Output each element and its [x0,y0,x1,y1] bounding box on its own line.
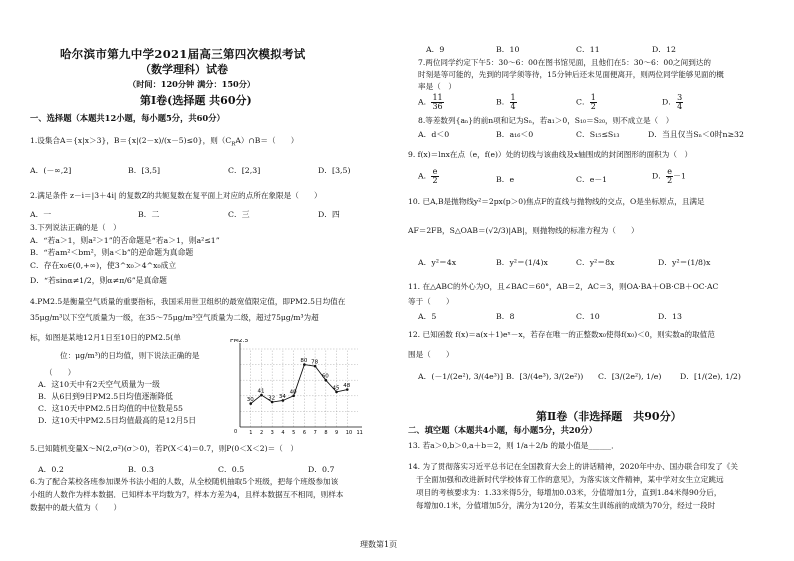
q1-option-a[interactable]: A．(－∞,2] [30,166,72,175]
q2-option-a[interactable]: A．一 [30,210,52,219]
q4-line5: （ ） [45,368,76,377]
chart-x-tick-label: 5 [292,430,296,436]
chart-data-label: 80 [300,358,308,365]
q10-option-b[interactable]: B．y²＝(1/4)x [496,258,548,267]
chart-data-label: 60 [321,373,329,380]
q9-option-a[interactable]: A． $\frac{e}{2}$ [418,167,438,185]
q10-line1: 10. 已A,B是抛物线y²＝2px(p＞0)焦点F的直线与抛物线的交点，O是坐标原点，且满足 [408,197,705,206]
q2-stem: 2.满足条件 z－i＝|3＋4i| 的复数Z的共轭复数在复平面上对应的点所在象限是（ ） [30,191,322,200]
q1-option-b[interactable]: B．[3,5] [128,166,161,175]
q10-line2: AF＝2FB，S△OAB＝(√2/3)|AB|，则抛物线的标准方程为（ ） [408,226,639,235]
q12-line2: 围是（ ） [408,350,454,359]
q9-stem: 9. f(x)＝lnx在点（e，f(e)）处的切线与该曲线及x轴围成的封闭图形的面积为（ ） [408,150,693,159]
q5-option-d[interactable]: D．0.7 [308,465,335,474]
q6-option-d[interactable]: D．12 [652,45,676,54]
q6-option-a[interactable]: A．9 [426,45,445,54]
q11-line1: 11. 在△ABC的外心为O，且∠BAC＝60°，AB＝2，AC＝3，则OA·BA＋OB·CB＋OC·AC [408,282,719,291]
q9-option-b[interactable]: B．e [496,175,515,184]
q3-option-c[interactable]: C．存在x₀∈(0,+∞)，使3^x₀＞4^x₀成立 [30,261,177,270]
q6-option-c[interactable]: C．11 [576,45,600,54]
chart-x-tick-label: 9 [335,430,339,436]
q3-option-d[interactable]: D．“若sinα≠1/2，则α≠π/6”是真命题 [30,276,167,285]
q6-line2: 小组的人数作为样本数据．已知样本平均数为7，样本方差为4，且样本数据互不相同，则样本 [30,490,344,499]
chart-x-tick-label: 11 [356,430,363,436]
q14-line2: 于全面加强和改进新时代学校体育工作的意见》，为落实该文件精神，某中学对女生立定跳远 [416,475,724,484]
chart-x-tick-label: 4 [281,430,285,436]
chart-data-label: 48 [343,383,351,390]
chart-x-tick-label: 7 [313,430,317,436]
exam-title: 哈尔滨市第九中学2021届高三第四次模拟考试 [60,47,306,61]
q5-stem: 5.已知随机变量X～N(2,σ²)(σ＞0)，若P(X＜4)＝0.7，则P(0＜X＜2)＝（ ） [30,444,298,453]
chart-data-label: 45 [332,385,340,392]
q9-option-d[interactable]: D． $\frac{e}{2}$ －1 [652,167,686,185]
chart-y-axis-label: PM2.5 [230,339,249,344]
chart-data-label: 41 [257,388,265,395]
q4-line1: 4.PM2.5是衡量空气质量的重要指标，我国采用世卫组织的最宽值限定值，即PM2.5日均值在 [30,297,346,306]
q10-option-d[interactable]: D．y²＝(1/8)x [658,258,711,267]
exam-subtitle: （数学理科）试卷 [140,63,228,76]
q1-stem: 1.设集合A＝{x|x＞3}，B＝{x|(2－x)/(x－5)≤0}，则$(C_RA)\cap B=$（ ） [30,136,299,148]
q11-option-a[interactable]: A．5 [418,312,437,321]
chart-x-tick-label: 10 [345,430,353,436]
part1-heading: 第Ⅰ卷(选择题 共60分) [140,94,252,107]
pm25-line-chart [228,339,368,439]
q8-option-c[interactable]: C．S₁₅≤S₁₃ [576,130,620,139]
q3-option-a[interactable]: A．“若a＞1，则a²＞1”的否命题是“若a＞1，则a²≤1” [30,236,220,245]
q8-stem: 8.等差数列{aₙ}的前n项和记为Sₙ，若a₁＞0，S₁₀＝S₂₀，则不成立是（ ） [418,116,674,125]
q2-option-b[interactable]: B．二 [138,210,160,219]
q7-line3: 率是（ ） [418,82,456,91]
q11-option-d[interactable]: D．13 [658,312,682,321]
chart-data-label: 34 [278,393,286,400]
q1-option-d[interactable]: D．[3,5) [318,166,351,175]
q5-option-c[interactable]: C．0.5 [218,465,245,474]
q13-stem: 13. 若a＞0,b＞0,a＋b＝2，则 1/a＋2/b 的最小值是______． [408,441,619,450]
q4-line2: 35μg/m³以下空气质量为一级，在35～75μg/m³空气质量为二级，超过75μg/m³为超 [30,313,319,322]
q12-option-d[interactable]: D．[1/(2e), 1/2) [680,372,741,381]
q5-option-a[interactable]: A．0.2 [38,465,64,474]
q1-option-c[interactable]: C．[2,3] [228,166,261,175]
q4-option-d[interactable]: D．这10天中PM2.5日均值最高的是12月5日 [38,416,197,425]
q7-option-d[interactable]: D． $\frac{3}{4}$ [662,93,683,111]
q7-option-c[interactable]: C． $\frac{1}{2}$ [576,93,596,111]
q5-option-b[interactable]: B．0.3 [128,465,154,474]
chart-data-label: 78 [311,359,319,366]
q6-option-b[interactable]: B．10 [496,45,520,54]
q14-line1: 14. 为了贯彻落实习近平总书记在全国教育大会上的讲话精神，2020年中办、国办联合印发了《关 [408,462,738,471]
q8-option-b[interactable]: B．a₁₆＜0 [496,130,534,139]
q8-option-a[interactable]: A．d＜0 [418,130,450,139]
q2-option-c[interactable]: C．三 [228,210,250,219]
q4-line3: 标，如图是某地12月1日至10日的PM2.5(单 [30,333,181,342]
q6-line1: 6.为了配合某校各班参加课外书法小组的人数，从全校随机抽取5个班级，把每个班级参加该 [30,477,339,486]
q8-option-d[interactable]: D．当且仅当Sₙ＜0时n≥32 [648,130,744,139]
q7-line2: 时刻是等可能的，先到的同学须等待，15分钟后还未见面便离开，则两位同学能够见面的概 [418,70,724,79]
chart-data-label: 32 [268,395,276,402]
q3-option-b[interactable]: B．“若am²＜bm²，则a＜b”的逆命题为真命题 [30,248,194,257]
q11-option-c[interactable]: C．10 [576,312,600,321]
exam-meta: （时间：120分钟 满分：150分） [128,79,256,89]
q4-option-c[interactable]: C．这10天中PM2.5日均值的中位数是55 [38,404,183,413]
q11-option-b[interactable]: B．8 [496,312,515,321]
q14-line4: 每增加0.1米，分值增加5分，满分为120分，若某女生训练前的成绩为70分，经过一段时 [416,501,716,510]
q10-option-c[interactable]: C．y²＝8x [576,258,615,267]
chart-x-tick-label: 8 [324,430,328,436]
q4-line4: 位：μg/m³)的日均值，则下说法正确的是 [60,351,200,360]
chart-x-tick-label: 1 [249,430,253,436]
q12-option-a[interactable]: A．(－1/(2e²), 3/(4e³)] [418,372,504,381]
right-column [398,0,794,561]
page-footer: 理数第1页 [360,540,398,549]
q4-option-a[interactable]: A．这10天中有2天空气质量为一级 [38,380,160,389]
q3-stem: 3.下列说法正确的是（ ） [30,223,121,232]
q9-option-c[interactable]: C．e－1 [576,175,608,184]
q7-option-b[interactable]: B． $\frac{1}{4}$ [496,93,516,111]
chart-series-line [251,365,351,404]
q2-option-d[interactable]: D．四 [318,210,340,219]
q12-line1: 12. 已知函数 f(x)＝a(x＋1)eˣ－x，若存在唯一的正整数x₀使得f(x₀)＜0，则实数a的取值范 [408,330,715,339]
chart-x-tick-label: 6 [302,430,307,436]
chart-data-label: 30 [246,397,254,404]
q14-line3: 项目的考核要求为：1.33米得5分，每增加0.03米，分值增加1分，直到1.84米得90分后， [416,488,722,497]
q12-option-b[interactable]: B．[3/(4e³), 3/(2e²)) [506,372,584,381]
part2-heading: 第Ⅱ卷（非选择题 共90分） [536,410,682,423]
chart-y-tick-label: 0 [234,429,238,435]
q7-option-a[interactable]: A． $\frac{11}{36}$ [418,93,443,111]
q12-option-c[interactable]: C．[3/(2e²), 1/e) [598,372,662,381]
section1-heading: 一、选择题（本题共12小题，每小题5分，共60分） [30,113,225,123]
section2-heading: 二、填空题（本题共4小题，每小题5分，共20分） [408,425,598,435]
chart-x-tick-label: 2 [259,430,264,436]
chart-x-tick-label: 3 [270,430,274,436]
q4-option-b[interactable]: B．从6日到9日PM2.5日均值逐渐降低 [38,392,173,401]
q11-line2: 等于（ ） [408,297,454,306]
q10-option-a[interactable]: A．y²＝4x [418,258,457,267]
q6-line3: 数据中的最大值为（ ） [30,503,122,512]
chart-data-label: 40 [289,389,297,396]
left-column [0,0,394,561]
q7-line1: 7.两位同学约定下午5：30～6：00在图书馆见面，且他们在5：30～6：00之间到达的 [418,58,712,67]
